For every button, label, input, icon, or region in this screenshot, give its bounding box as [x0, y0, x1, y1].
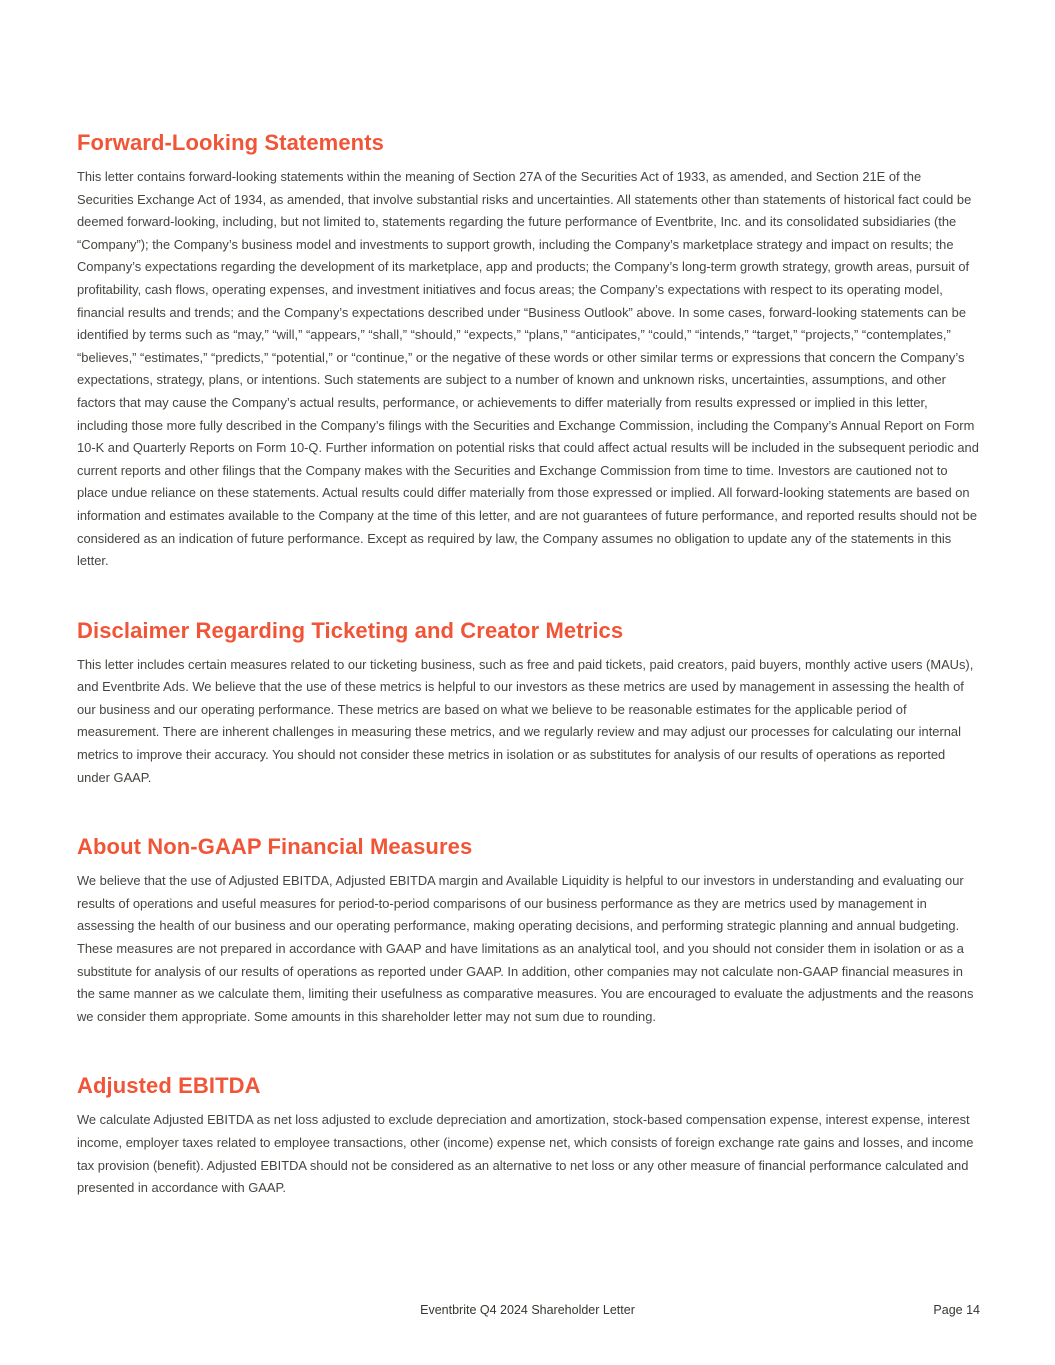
section-heading: Disclaimer Regarding Ticketing and Creator Metrics: [77, 617, 624, 643]
page-footer: [0, 1303, 1055, 1325]
footer-title: Eventbrite Q4 2024 Shareholder Letter: [420, 1303, 635, 1317]
section-heading: About Non-GAAP Financial Measures: [77, 834, 473, 860]
section-heading: Adjusted EBITDA: [77, 1073, 261, 1099]
section-forward-looking-statements: [77, 130, 981, 573]
section-ticketing-creator-metrics-disclaimer: [77, 618, 981, 790]
section-non-gaap-financial-measures: [77, 834, 981, 1028]
document-content: [77, 130, 981, 1245]
page-number: Page 14: [933, 1303, 980, 1317]
section-body: We calculate Adjusted EBITDA as net loss adjusted to exclude depreciation and amortization, stock-based compensation expense, interest expense, interest income, employer taxes related to employee transactions, other (income) expense net, which consists of foreign exchange rate gains and losses, and income tax provision (benefit). Adjusted EBITDA should not be considered as an alternative to net loss or any other measure of financial performance calculated and presented in accordance with GAAP.: [77, 1112, 974, 1196]
section-body: We believe that the use of Adjusted EBITDA, Adjusted EBITDA margin and Available Liquidity is helpful to our investors in understanding and evaluating our results of operations and useful measures for period-to-period comparisons of our business performance as they are metrics used by management in assessing the health of our business and our operating performance, making operating decisions, and performing strategic planning and annual budgeting. These measures are not prepared in accordance with GAAP and have limitations as an analytical tool, and you should not consider them in isolation or as a substitute for analysis of our results of operations as reported under GAAP. In addition, other companies may not calculate non-GAAP financial measures in the same manner as we calculate them, limiting their usefulness as comparative measures. You are encouraged to evaluate the adjustments and the reasons we consider them appropriate. Some amounts in this shareholder letter may not sum due to rounding.: [77, 873, 974, 1024]
section-body: This letter includes certain measures related to our ticketing business, such as free and paid tickets, paid creators, paid buyers, monthly active users (MAUs), and Eventbrite Ads. We believe that the use of these metrics is helpful to our investors as these metrics are used by management in assessing the health of our business and our operating performance. These metrics are based on what we believe to be reasonable estimates for the applicable period of measurement. There are inherent challenges in measuring these metrics, and we regularly review and may adjust our processes for calculating our internal metrics to improve their accuracy. You should not consider these metrics in isolation or as substitutes for analysis of our results of operations as reported under GAAP.: [77, 656, 974, 785]
section-adjusted-ebitda: [77, 1073, 981, 1199]
section-body: This letter contains forward-looking statements within the meaning of Section 27A of the Securities Act of 1933, as amended, and Section 21E of the Securities Exchange Act of 1934, as amended, that involve substantial risks and uncertainties. All statements other than statements of historical fact could be deemed forward-looking, including, but not limited to, statements regarding the future performance of Eventbrite, Inc. and its consolidated subsidiaries (the “Company”); the Company’s business model and investments to support growth, including the Company’s marketplace strategy and impact on results; the Company’s expectations regarding the development of its marketplace, app and products; the Company’s long-term growth strategy, growth areas, pursuit of profitability, cash flows, operating expenses, and investment initiatives and focus areas; the Company’s expectations with respect to its operating model, financial results and trends; and the Company’s expectations described under “Business Outlook” above. In some cases, forward-looking statements can be identified by terms such as “may,” “will,” “appears,” “shall,” “should,” “expects,” “plans,” “anticipates,” “could,” “intends,” “target,” “projects,” “contemplates,” “believes,” “estimates,” “predicts,” “potential,” or “continue,” or the negative of these words or other similar terms or expressions that concern the Company’s expectations, strategy, plans, or intentions. Such statements are subject to a number of known and unknown risks, uncertainties, assumptions, and other factors that may cause the Company’s actual results, performance, or achievements to differ materially from results expressed or implied in this letter, including those more fully described in the Company’s filings with the Securities and Exchange Commission, including the Company’s Annual Report on Form 10-K and Quarterly Reports on Form 10-Q. Further information on potential risks that could affect actual results will be included in the subsequent periodic and current reports and other filings that the Company makes with the Securities and Exchange Commission from time to time. Investors are cautioned not to place undue reliance on these statements. Actual results could differ materially from those expressed or implied. All forward-looking statements are based on information and estimates available to the Company at the time of this letter, and are not guarantees of future performance, and reported results should not be considered as an indication of future performance. Except as required by law, the Company assumes no obligation to update any of the statements in this letter.: [77, 169, 979, 569]
section-heading: Forward-Looking Statements: [77, 130, 384, 155]
